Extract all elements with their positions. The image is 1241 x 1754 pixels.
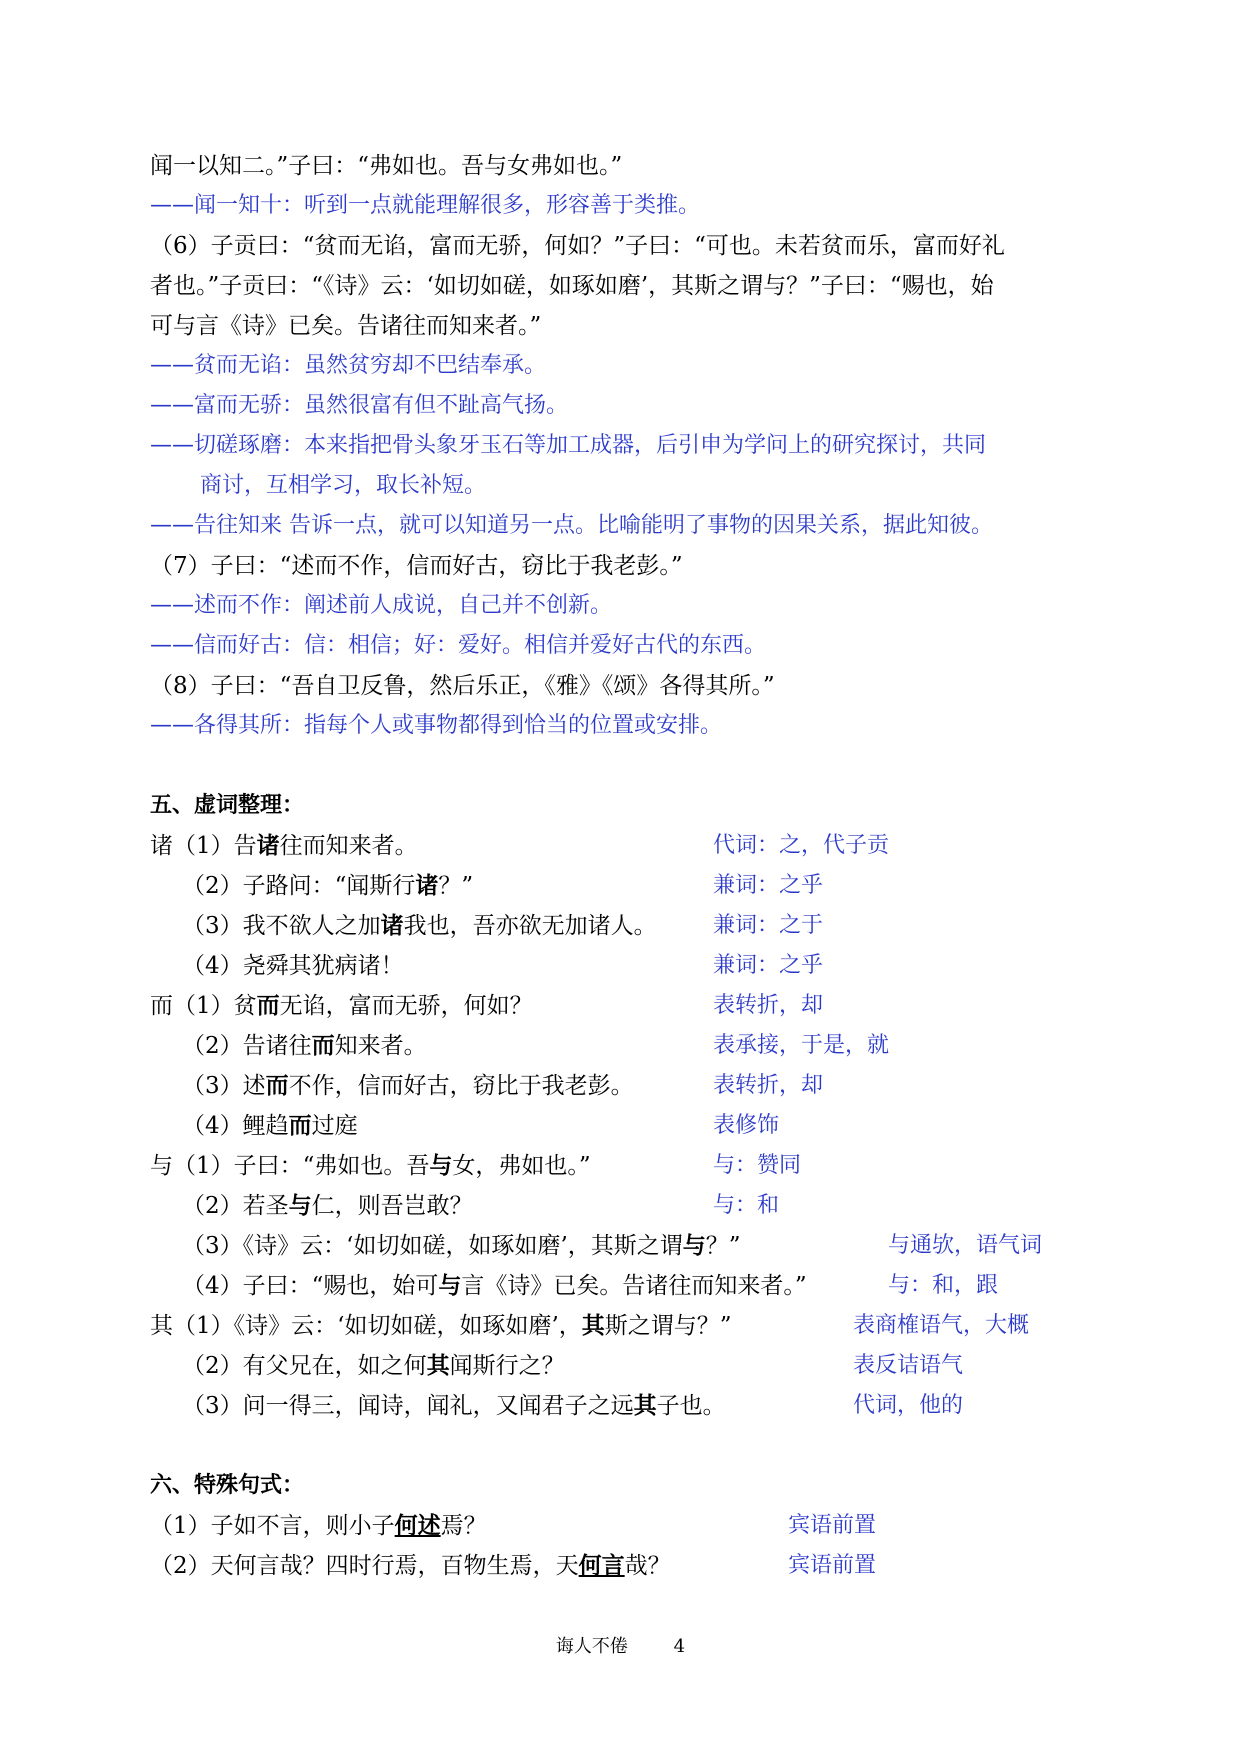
annotation-line: ——各得其所：指每个人或事物都得到恰当的位置或安排。 [150,713,723,738]
keyword: 而 [265,1073,289,1099]
function-word-note: 与：赞同 [713,1153,802,1178]
section-heading: 五、虚词整理： [150,793,305,818]
special-sentence-example: （1）子如不言，则小子何述焉？ [150,1513,487,1539]
annotation-line: ——切磋琢磨：本来指把骨头象牙玉石等加工成器，后引申为学问上的研究探讨，共同 [150,433,987,458]
function-word-example: （4）鲤趋而过庭 [182,1113,358,1139]
function-word-note: 表反诘语气 [853,1353,964,1378]
function-word-example: （2）有父兄在，如之何其闻斯行之？ [182,1353,565,1379]
function-word-note: 表修饰 [713,1113,780,1138]
keyword: 而 [256,993,280,1019]
keyword: 与 [288,1193,312,1219]
text-line: 可与言《诗》已矣。告诸往而知来者。” [150,313,542,339]
keyword: 其 [633,1393,657,1419]
text-line: （7）子曰：“述而不作，信而好古，窃比于我老彭。” [150,553,683,579]
function-word-example: （2）若圣与仁，则吾岂敢？ [182,1193,473,1219]
function-word-example: （4）尧舜其犹病诸！ [182,953,404,979]
function-word-example: 而（1）贫而无谄，富而无骄，何如？ [150,993,533,1019]
keyword: 与 [682,1233,706,1259]
function-word-note: 兼词：之于 [713,913,824,938]
keyword: 而 [311,1033,335,1059]
text-line: 闻一以知二。”子曰：“弗如也。吾与女弗如也。” [150,153,623,179]
keyword: 何述 [394,1513,441,1539]
function-word-example: （3）《诗》云：‘如切如磋，如琢如磨’，其斯之谓与？” [182,1233,741,1259]
function-word-note: 表转折，却 [713,993,824,1018]
keyword: 诸 [380,913,404,939]
annotation-line: ——贫而无谄：虽然贫穷却不巴结奉承。 [150,353,547,378]
footer-text: 诲人不倦 [555,1636,628,1657]
special-sentence-example: （2）天何言哉？四时行焉，百物生焉，天何言哉？ [150,1553,671,1579]
function-word-example: （3）问一得三，闻诗，闻礼，又闻君子之远其子也。 [182,1393,726,1419]
annotation-line: ——闻一知十：听到一点就能理解很多，形容善于类推。 [150,193,701,218]
function-word-note: 与：和，跟 [888,1273,999,1298]
text-line: （8）子曰：“吾自卫反鲁，然后乐正，《雅》《颂》各得其所。” [150,673,775,699]
function-word-note: 表商榷语气，大概 [853,1313,1030,1338]
page-footer [0,1632,1241,1662]
function-word-example: 与（1）子曰：“弗如也。吾与女，弗如也。” [150,1153,591,1179]
function-word-note: 代词：之，代子贡 [713,833,890,858]
keyword: 诸 [415,873,439,899]
sentence-pattern-note: 宾语前置 [788,1553,877,1578]
annotation-line: 商讨，互相学习，取长补短。 [200,473,487,498]
text-line: （6）子贡曰：“贫而无谄，富而无骄，何如？”子曰：“可也。未若贫而乐，富而好礼 [150,233,1005,259]
text-line: 者也。”子贡曰：“《诗》云：‘如切如磋，如琢如磨’，其斯之谓与？”子曰：“赐也，始 [150,273,994,299]
function-word-example: 其（1）《诗》云：‘如切如磋，如琢如磨’，其斯之谓与？” [150,1313,732,1339]
annotation-line: ——富而无骄：虽然很富有但不趾高气扬。 [150,393,569,418]
function-word-note: 表承接，于是，就 [713,1033,890,1058]
page-number: 4 [673,1636,686,1657]
annotation-line: ——告往知来 告诉一点，就可以知道另一点。比喻能明了事物的因果关系，据此知彼。 [150,513,993,538]
sentence-pattern-note: 宾语前置 [788,1513,877,1538]
keyword: 何言 [578,1553,625,1579]
function-word-example: （2）子路问：“闻斯行诸？” [182,873,474,899]
function-word-example: （3）述而不作，信而好古，窃比于我老彭。 [182,1073,634,1099]
function-word-note: 表转折，却 [713,1073,824,1098]
function-word-note: 与通欤，语气词 [888,1233,1043,1258]
function-word-example: （4）子曰：“赐也，始可与言《诗》已矣。告诸往而知来者。” [182,1273,807,1299]
keyword: 与 [438,1273,462,1299]
section-heading: 六、特殊句式： [150,1473,305,1498]
keyword: 其 [426,1353,450,1379]
function-word-note: 兼词：之乎 [713,873,824,898]
function-word-note: 兼词：之乎 [713,953,824,978]
keyword: 其 [581,1313,605,1339]
function-word-example: （2）告诸往而知来者。 [182,1033,427,1059]
function-word-example: 诸（1）告诸往而知来者。 [150,833,418,859]
function-word-note: 代词，他的 [853,1393,964,1418]
function-word-example: （3）我不欲人之加诸我也，吾亦欲无加诸人。 [182,913,657,939]
function-word-note: 与：和 [713,1193,780,1218]
annotation-line: ——信而好古：信：相信；好：爱好。相信并爱好古代的东西。 [150,633,767,658]
keyword: 诸 [256,833,280,859]
annotation-line: ——述而不作：阐述前人成说，自己并不创新。 [150,593,613,618]
keyword: 而 [288,1113,312,1139]
keyword: 与 [429,1153,453,1179]
